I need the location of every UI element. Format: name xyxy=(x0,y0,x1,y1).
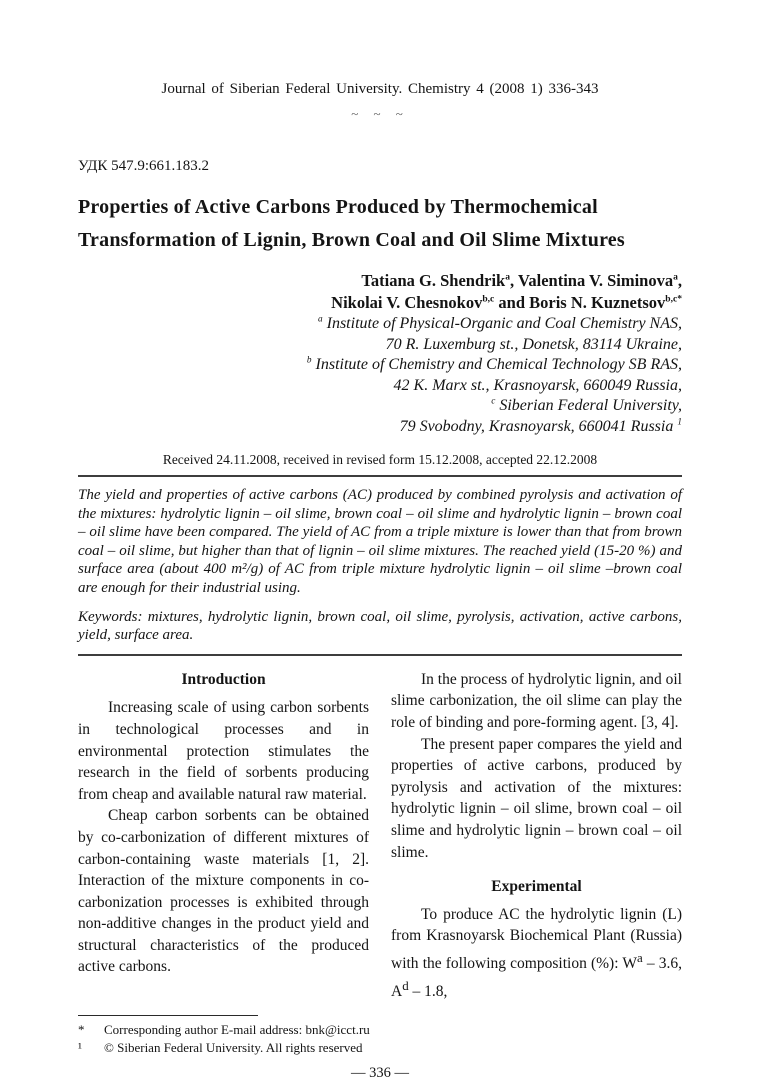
keywords: Keywords: mixtures, hydrolytic lignin, brown coal, oil slime, pyrolysis, activation, active carbons, yield, surface area. xyxy=(78,608,682,644)
footnote-text: Corresponding author E-mail address: bnk@icct.ru xyxy=(104,1022,370,1038)
affiliation-line: 42 K. Marx st., Krasnoyarsk, 660049 Russia, xyxy=(393,376,682,394)
affiliation-line: 79 Svobodny, Krasnoyarsk, 660041 Russia $^1$ xyxy=(399,417,682,435)
abstract-rule-bottom xyxy=(78,654,682,656)
paragraph: In the process of hydrolytic lignin, and oil slime carbonization, the oil slime can play the role of binding and pore-forming agent. [3, 4]. xyxy=(391,670,682,731)
footnote-rule xyxy=(78,1015,258,1016)
section-heading-introduction: Introduction xyxy=(181,670,266,688)
paragraph: Cheap carbon sorbents can be obtained by co-carbonization of different mixtures of carbon-containing waste materials [1, 2]. Interaction of the mixture components in co-carbonization processes is exhibited through non-additive changes in the product yield and structural characteristics of the produced active carbons. xyxy=(78,807,369,976)
left-column xyxy=(78,669,369,1003)
footnotes-block xyxy=(78,1015,682,1056)
udc-code: УДК 547.9:661.183.2 xyxy=(78,158,210,174)
received-dates: Received 24.11.2008, received in revised form 15.12.2008, accepted 22.12.2008 xyxy=(162,452,598,467)
paper-title-line2: Transformation of Lignin, Brown Coal and Oil Slime Mixtures xyxy=(78,229,625,251)
author-line: Tatiana G. Shendrik$^a$, Valentina V. Siminova$^a$, xyxy=(361,271,682,290)
footnote xyxy=(78,1039,682,1057)
paragraph: To produce AC the hydrolytic lignin (L) from Krasnoyarsk Biochemical Plant (Russia) with the following composition (%): $W^a - 3.6$, $A^d - 1.8$, xyxy=(391,905,683,1000)
page-number: — 336 — xyxy=(351,1065,409,1080)
paragraph: Increasing scale of using carbon sorbents in technological processes and in environmental protection stimulates the research in the field of sorbents producing from cheap and available natural raw material. xyxy=(78,699,369,803)
footnote-marker: * xyxy=(78,1022,85,1038)
journal-header: Journal of Siberian Federal University. Chemistry 4 (2008 1) 336-343 xyxy=(161,81,599,97)
affiliations-block xyxy=(78,314,682,437)
section-heading-experimental: Experimental xyxy=(491,878,582,896)
affiliation-line: 70 R. Luxemburg st., Donetsk, 83114 Ukraine, xyxy=(385,335,682,353)
tilde-separator: ~ ~ ~ xyxy=(351,106,409,121)
abstract-rule-top xyxy=(78,475,682,477)
paragraph: The present paper compares the yield and properties of active carbons, produced by pyrolysis and activation of the mixtures: hydrolytic lignin – oil slime, brown coal – oil slime and hydrolytic lignin – brown coal – oil slime. xyxy=(391,735,682,861)
author-line: Nikolai V. Chesnokov$^{b,c}$ and Boris N. Kuznetsov$^{b,c*}$ xyxy=(331,293,682,312)
authors-block xyxy=(78,270,682,314)
footnote xyxy=(78,1021,682,1039)
affiliation-line: $^c$ Siberian Federal University, xyxy=(491,396,682,414)
paper-title xyxy=(78,191,682,257)
right-column xyxy=(391,669,682,1003)
body-columns xyxy=(78,669,682,1003)
paper-title-line1: Properties of Active Carbons Produced by Thermochemical xyxy=(78,196,598,218)
footnote-marker: ¹ xyxy=(78,1039,82,1055)
abstract: The yield and properties of active carbons (AC) produced by combined pyrolysis and activation of the mixtures: hydrolytic lignin – oil slime, brown coal – oil slime and hydrolytic lignin – brown coal – oil slime have been compared. The yield of AC from a triple mixture is lower than that from brown coal – oil slime, but higher than that of lignin – oil slime mixtures. The reached yield (15-20 %) and surface area (about 400 m²/g) of AC from triple mixture hydrolytic lignin – oil slime –brown coal are enough for their industrial using. xyxy=(78,487,682,596)
footnote-text: © Siberian Federal University. All rights reserved xyxy=(104,1039,363,1055)
affiliation-line: $^b$ Institute of Chemistry and Chemical Technology SB RAS, xyxy=(306,355,682,373)
affiliation-line: $^a$ Institute of Physical-Organic and Coal Chemistry NAS, xyxy=(317,314,682,332)
